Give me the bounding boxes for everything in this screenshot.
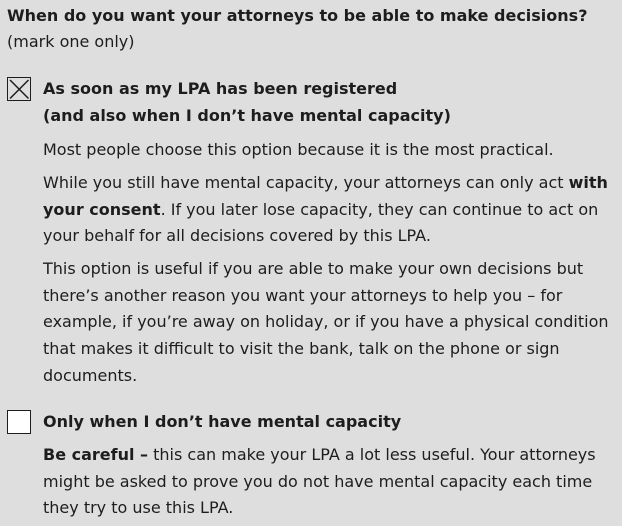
checkbox-as-soon-as-registered[interactable]	[7, 77, 31, 101]
cross-mark-icon	[8, 78, 32, 102]
question-heading: When do you want your attorneys to be able to make decisions?	[7, 6, 588, 25]
question-hint: (mark one only)	[7, 32, 135, 51]
option1-paragraph-1: Most people choose this option because it is the most practical.	[43, 140, 554, 159]
option2-warning-text: this can make your LPA a lot less useful. Your attorneys might be asked to prove you do not have mental capacity each time they try to use this LPA.	[43, 445, 596, 518]
with-your-consent-emphasis: with your consent	[43, 173, 608, 219]
checkbox-only-when-no-capacity[interactable]	[7, 410, 31, 434]
option2-label[interactable]: Only when I don’t have mental capacity	[43, 412, 402, 431]
option1-paragraph-2-text: While you still have mental capacity, your attorneys can only act	[43, 173, 569, 192]
option1-paragraph-2-rest: . If you later lose capacity, they can continue to act on your behalf for all decisions covered by this LPA.	[43, 199, 599, 246]
be-careful-emphasis: Be careful –	[43, 445, 149, 464]
option1-label-sub[interactable]: (and also when I don’t have mental capacity)	[43, 106, 451, 125]
option1-paragraph-2	[43, 170, 618, 250]
option2-warning	[43, 442, 618, 522]
option1-label[interactable]: As soon as my LPA has been registered	[43, 79, 398, 98]
option1-paragraph-3: This option is useful if you are able to make your own decisions but there’s another reason you want your attorneys to help you – for example, if you’re away on holiday, or if you have a physical condition that makes it difficult to visit the bank, talk on the phone or sign documents.	[43, 259, 609, 385]
